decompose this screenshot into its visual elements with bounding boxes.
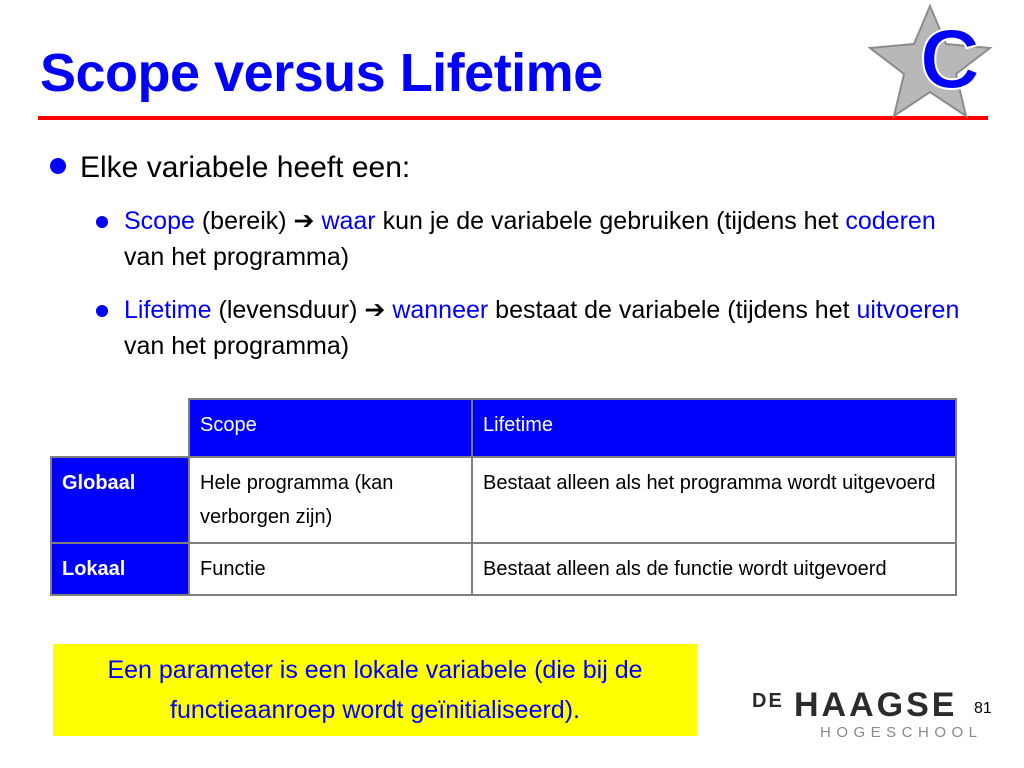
lifetime-desc-1: bestaat de variabele (tijdens het [488, 296, 857, 324]
keyword-wanneer: wanneer [392, 296, 489, 324]
cell-scope: Hele programma (kan verborgen zijn) [189, 457, 472, 543]
logo-haagse-text: HAAGSE [794, 686, 958, 724]
logo-de-text: DE [752, 690, 784, 712]
arrow-right-icon: ➔ [293, 207, 315, 235]
scope-desc-1: kun je de variabele gebruiken (tijdens het [375, 207, 846, 235]
bullet-lifetime-text [96, 292, 976, 364]
cell-lifetime: Bestaat alleen als de functie wordt uitgevoerd [472, 543, 956, 595]
scope-desc-2: van het programma) [124, 243, 350, 271]
gloss-scope: (bereik) [194, 207, 294, 235]
row-label-globaal: Globaal [51, 457, 189, 543]
keyword-coderen: coderen [845, 207, 936, 235]
term-scope: Scope [124, 207, 195, 235]
c-logo-letter: C [919, 12, 981, 106]
table-header-scope: Scope [189, 399, 472, 457]
cell-scope: Functie [189, 543, 472, 595]
scope-lifetime-table [50, 398, 957, 596]
bullet-main [50, 150, 410, 186]
lifetime-desc-2: van het programma) [124, 332, 350, 360]
bullet-dot [96, 216, 108, 228]
keyword-waar: waar [321, 207, 376, 235]
row-label-lokaal: Lokaal [51, 543, 189, 595]
parameter-note: Een parameter is een lokale variabele (die bij de functieaanroep wordt geïnitialiseerd). [53, 644, 697, 736]
bullet-main-text: Elke variabele heeft een: [80, 151, 411, 184]
bullet-scope [96, 203, 976, 275]
bullet-scope-text [96, 203, 976, 275]
c-star-logo [868, 4, 996, 120]
term-lifetime: Lifetime [124, 296, 212, 324]
bullet-dot [96, 305, 108, 317]
logo-hogeschool-text: HOGESCHOOL [820, 724, 983, 741]
bullet-dot [50, 158, 66, 174]
cell-lifetime: Bestaat alleen als het programma wordt uitgevoerd [472, 457, 956, 543]
table-corner-cell [51, 399, 189, 457]
arrow-right-icon: ➔ [364, 296, 386, 324]
table-header-row [51, 399, 956, 457]
table-row [51, 457, 956, 543]
page-number: 81 [974, 700, 992, 717]
table-row [51, 543, 956, 595]
title-underline [38, 116, 988, 120]
bullet-lifetime [96, 292, 976, 364]
slide-title: Scope versus Lifetime [40, 43, 603, 103]
gloss-lifetime: (levensduur) [211, 296, 365, 324]
keyword-uitvoeren: uitvoeren [856, 296, 960, 324]
table-header-lifetime: Lifetime [472, 399, 956, 457]
